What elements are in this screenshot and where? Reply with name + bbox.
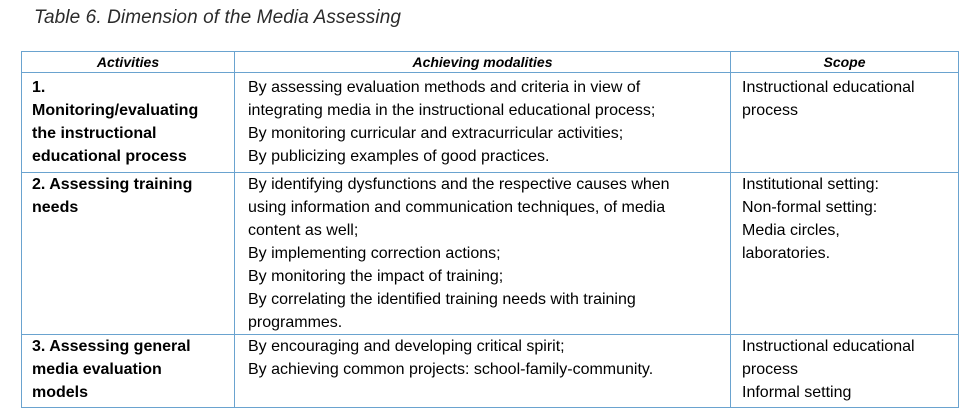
table-header-row [22, 52, 959, 73]
header-achieving-modalities: Achieving modalities [235, 52, 731, 73]
scope-line: Non-formal setting: [742, 199, 878, 216]
scope-cell [731, 173, 959, 335]
activity-line: models [32, 384, 89, 401]
scope-line: Informal setting [742, 384, 852, 401]
activity-line: educational process [32, 148, 187, 165]
modalities-cell [235, 73, 731, 173]
modalities-cell [235, 173, 731, 335]
activity-cell [22, 335, 235, 408]
activity-line: 2. Assessing training [32, 176, 193, 193]
media-assessing-table [21, 51, 959, 408]
scope-line: Instructional educational [742, 79, 915, 96]
scope-line: process [742, 102, 799, 119]
table-row [22, 73, 959, 173]
modality-line: By identifying dysfunctions and the respective causes when [248, 176, 670, 193]
scope-line: Institutional setting: [742, 176, 879, 193]
activity-line: the instructional [32, 125, 157, 142]
modality-line: By monitoring the impact of training; [248, 268, 504, 285]
activity-cell [22, 73, 235, 173]
header-scope: Scope [731, 52, 959, 73]
modality-line: using information and communication techniques, of media [248, 199, 666, 216]
activity-line: media evaluation [32, 361, 162, 378]
scope-cell [731, 335, 959, 408]
modality-line: By implementing correction actions; [248, 245, 501, 262]
scope-line: process [742, 361, 799, 378]
table-row [22, 335, 959, 408]
modalities-cell [235, 335, 731, 408]
scope-line: Media circles, [742, 222, 840, 239]
header-activities: Activities [22, 52, 235, 73]
modality-line: By monitoring curricular and extracurricular activities; [248, 125, 624, 142]
table-row [22, 173, 959, 335]
activity-line: Monitoring/evaluating [32, 102, 199, 119]
activity-line: needs [32, 199, 79, 216]
modality-line: By achieving common projects: school-family-community. [248, 361, 654, 378]
modality-line: By correlating the identified training needs with training [248, 291, 636, 308]
activity-line: 1. [32, 79, 46, 96]
scope-line: laboratories. [742, 245, 831, 262]
scope-cell [731, 73, 959, 173]
activity-cell [22, 173, 235, 335]
modality-line: programmes. [248, 314, 343, 331]
modality-line: integrating media in the instructional educational process; [248, 102, 656, 119]
modality-line: By publicizing examples of good practices. [248, 148, 550, 165]
modality-line: content as well; [248, 222, 359, 239]
table-caption: Table 6. Dimension of the Media Assessing [34, 7, 402, 28]
scope-line: Instructional educational [742, 338, 915, 355]
activity-line: 3. Assessing general [32, 338, 191, 355]
modality-line: By assessing evaluation methods and criteria in view of [248, 79, 641, 96]
modality-line: By encouraging and developing critical spirit; [248, 338, 565, 355]
